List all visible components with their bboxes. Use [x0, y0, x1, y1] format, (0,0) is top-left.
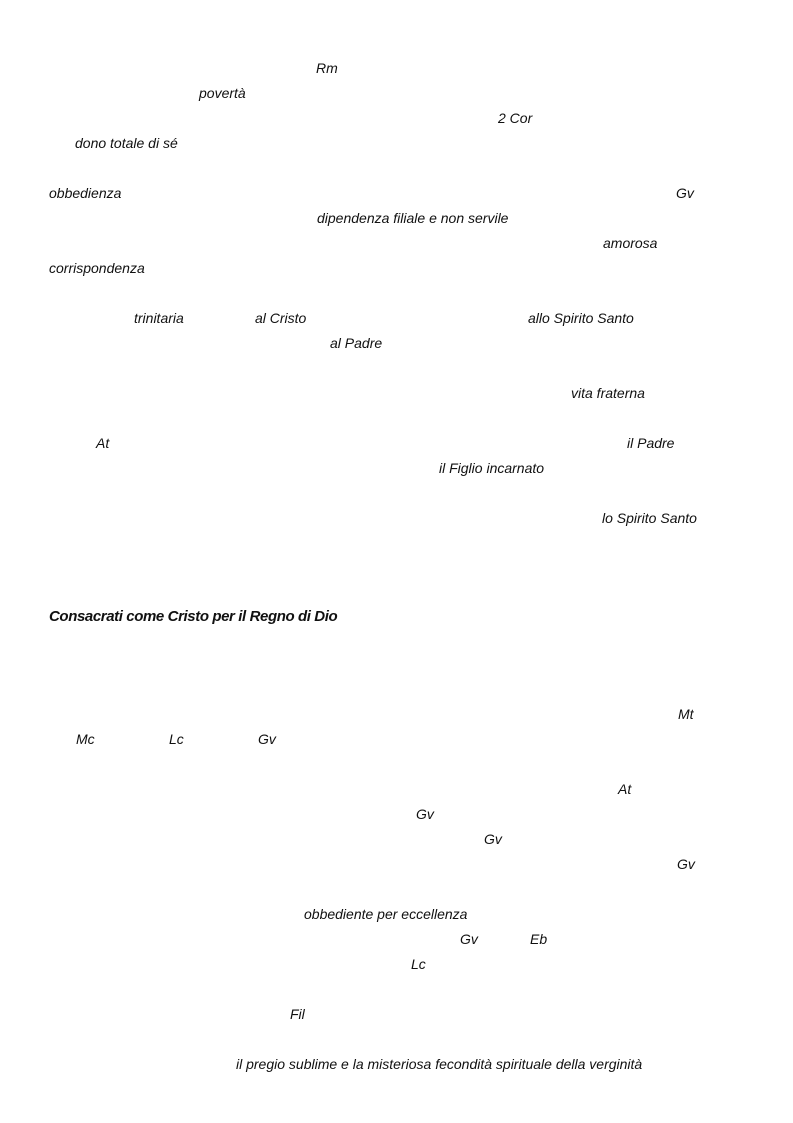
ref-luke: Lc — [411, 956, 426, 972]
text-al-padre: al Padre — [330, 335, 383, 351]
ref-john: Gv — [677, 856, 695, 872]
ref-john: Gv — [460, 931, 478, 947]
ref-john: Gv — [416, 806, 434, 822]
text-pregio-sublime: il pregio sublime e la misteriosa fecondità spirituale della verginità — [236, 1056, 643, 1072]
text-al-cristo: al Cristo — [255, 310, 307, 326]
ref-john: Gv — [676, 185, 694, 201]
ref-philippians: Fil — [290, 1006, 305, 1022]
ref-romans: Rm — [316, 60, 338, 76]
text-amorosa: amorosa — [603, 235, 658, 251]
text-dono-totale: dono totale di sé — [75, 135, 178, 151]
text-il-padre: il Padre — [627, 435, 675, 451]
ref-acts: At — [96, 435, 110, 451]
ref-john: Gv — [258, 731, 276, 747]
text-poverta: povertà — [199, 85, 246, 101]
section-heading: Consacrati come Cristo per il Regno di Dio — [49, 608, 338, 625]
text-vita-fraterna: vita fraterna — [571, 385, 645, 401]
text-figlio-incarnato: il Figlio incarnato — [439, 460, 545, 476]
text-trinitaria: trinitaria — [134, 310, 184, 326]
text-lo-spirito-santo: lo Spirito Santo — [602, 510, 697, 526]
ref-mark: Mc — [76, 731, 95, 747]
text-allo-spirito-santo: allo Spirito Santo — [528, 310, 634, 326]
text-obbedienza: obbedienza — [49, 185, 122, 201]
ref-luke: Lc — [169, 731, 184, 747]
ref-hebrews: Eb — [530, 931, 548, 947]
ref-acts: At — [618, 781, 632, 797]
text-corrispondenza: corrispondenza — [49, 260, 145, 276]
ref-2-corinthians: 2 Cor — [498, 110, 533, 126]
text-dipendenza-filiale: dipendenza filiale e non servile — [317, 210, 509, 226]
ref-john: Gv — [484, 831, 502, 847]
ref-matthew: Mt — [678, 706, 694, 722]
text-obbediente-eccellenza: obbediente per eccellenza — [304, 906, 468, 922]
